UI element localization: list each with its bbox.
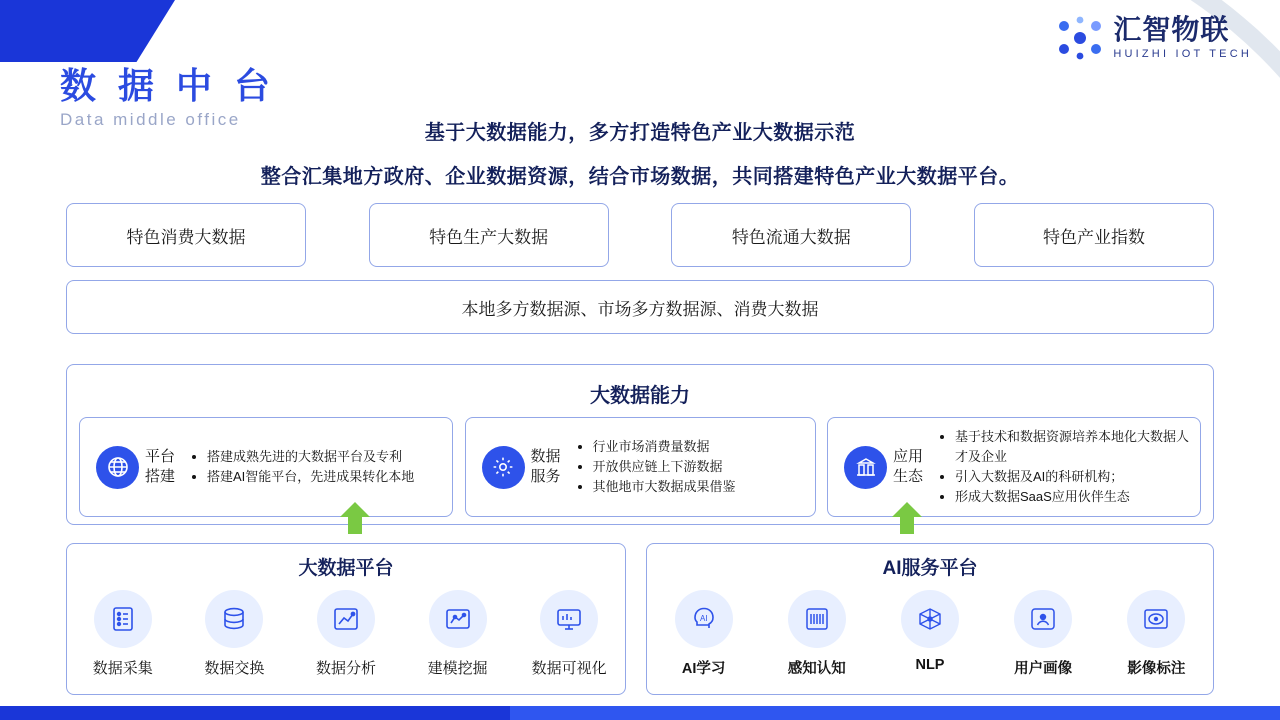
nlp-network-icon xyxy=(901,590,959,648)
top-category-row xyxy=(66,203,1214,267)
capability-card-list xyxy=(937,427,1192,508)
capability-card-label: 平台 搭建 xyxy=(145,447,176,485)
gear-icon xyxy=(482,446,525,489)
platform-item[interactable] xyxy=(656,590,752,678)
list-item: • 形成大数据SaaS应用伙伴生态 xyxy=(955,487,1192,507)
page-title-cn: 数 据 中 台 xyxy=(60,65,277,106)
headline-line-2: 整合汇集地方政府、企业数据资源，结合市场数据，共同搭建特色产业大数据平台。 xyxy=(260,166,1020,188)
chart-analysis-icon xyxy=(317,590,375,648)
bottom-right-accent-bar xyxy=(510,706,1280,720)
platform-item[interactable] xyxy=(882,590,978,678)
list-item: • 引入大数据及AI的科研机构； xyxy=(955,467,1192,487)
platform-item-label: 数据采集 xyxy=(92,660,153,677)
user-portrait-icon xyxy=(1014,590,1072,648)
category-box[interactable]: 特色流通大数据 xyxy=(671,203,911,267)
platform-item-label: 数据交换 xyxy=(204,660,265,677)
headline-line-1: 基于大数据能力，多方打造特色产业大数据示范 xyxy=(424,122,856,144)
platform-item[interactable] xyxy=(186,590,282,678)
platform-item-label: 数据可视化 xyxy=(531,660,607,677)
monitor-visual-icon xyxy=(540,590,598,648)
upward-arrow-left xyxy=(338,500,372,534)
capability-card-label: 应用 生态 xyxy=(893,447,924,485)
capability-panel-title: 大数据能力 xyxy=(590,385,690,407)
building-icon xyxy=(844,446,887,489)
image-label-icon xyxy=(1127,590,1185,648)
molecule-icon xyxy=(1057,16,1103,60)
upward-arrow-right xyxy=(890,500,924,534)
platform-item-label: AI学习 xyxy=(681,661,726,677)
platform-item[interactable] xyxy=(769,590,865,678)
platform-item-label: 感知认知 xyxy=(787,661,846,677)
platform-item[interactable] xyxy=(410,590,506,678)
svg-text:AI: AI xyxy=(699,614,708,623)
platform-item[interactable] xyxy=(1108,590,1204,678)
platform-item[interactable] xyxy=(521,590,617,678)
logo-company-name: 汇智物联 xyxy=(1113,14,1230,45)
platform-item-label: NLP xyxy=(915,657,945,673)
database-exchange-icon xyxy=(205,590,263,648)
capability-card-platform xyxy=(79,417,453,517)
capability-card-application-ecology xyxy=(827,417,1201,517)
platform-item-label: 数据分析 xyxy=(315,660,376,677)
list-item: • 搭建AI智能平台，先进成果转化本地 xyxy=(207,467,414,487)
platform-title: 大数据平台 xyxy=(298,558,394,579)
capability-card-list xyxy=(189,447,414,487)
perception-icon xyxy=(788,590,846,648)
category-box[interactable]: 特色生产大数据 xyxy=(369,203,609,267)
platform-item[interactable] xyxy=(75,590,171,678)
list-item: • 搭建成熟先进的大数据平台及专利 xyxy=(207,447,414,467)
platform-item-label: 用户画像 xyxy=(1014,661,1073,677)
headline-block xyxy=(0,116,1280,189)
ai-service-platform-panel xyxy=(646,543,1214,695)
big-data-platform-panel xyxy=(66,543,626,695)
category-box[interactable]: 特色产业指数 xyxy=(974,203,1214,267)
bottom-left-accent-bar xyxy=(0,706,520,720)
platform-item[interactable] xyxy=(298,590,394,678)
platform-title: AI服务平台 xyxy=(882,558,978,579)
capability-card-list xyxy=(575,437,736,497)
list-collect-icon xyxy=(94,590,152,648)
platform-item-label: 影像标注 xyxy=(1127,661,1186,677)
list-item: • 基于技术和数据资源培养本地化大数据人才及企业 xyxy=(955,427,1192,467)
logo-company-tagline: HUIZHI IOT TECH xyxy=(1113,48,1252,60)
capability-card-label: 数据 服务 xyxy=(530,447,561,485)
platform-item-label: 建模挖掘 xyxy=(427,660,488,677)
list-item: • 行业市场消费量数据 xyxy=(593,437,736,457)
category-box[interactable]: 特色消费大数据 xyxy=(66,203,306,267)
data-sources-bar: 本地多方数据源、市场多方数据源、消费大数据 xyxy=(66,280,1214,334)
top-left-accent-shape xyxy=(0,0,175,62)
ai-head-icon xyxy=(675,590,733,648)
platform-item[interactable] xyxy=(995,590,1091,678)
big-data-capability-panel xyxy=(66,364,1214,525)
model-mining-icon xyxy=(429,590,487,648)
page-title-en: Data middle office xyxy=(60,109,241,129)
list-item: • 其他地市大数据成果借鉴 xyxy=(593,477,736,497)
capability-card-data-service xyxy=(465,417,816,517)
list-item: • 开放供应链上下游数据 xyxy=(593,457,736,477)
globe-icon xyxy=(96,446,139,489)
brand-logo xyxy=(1057,16,1252,60)
